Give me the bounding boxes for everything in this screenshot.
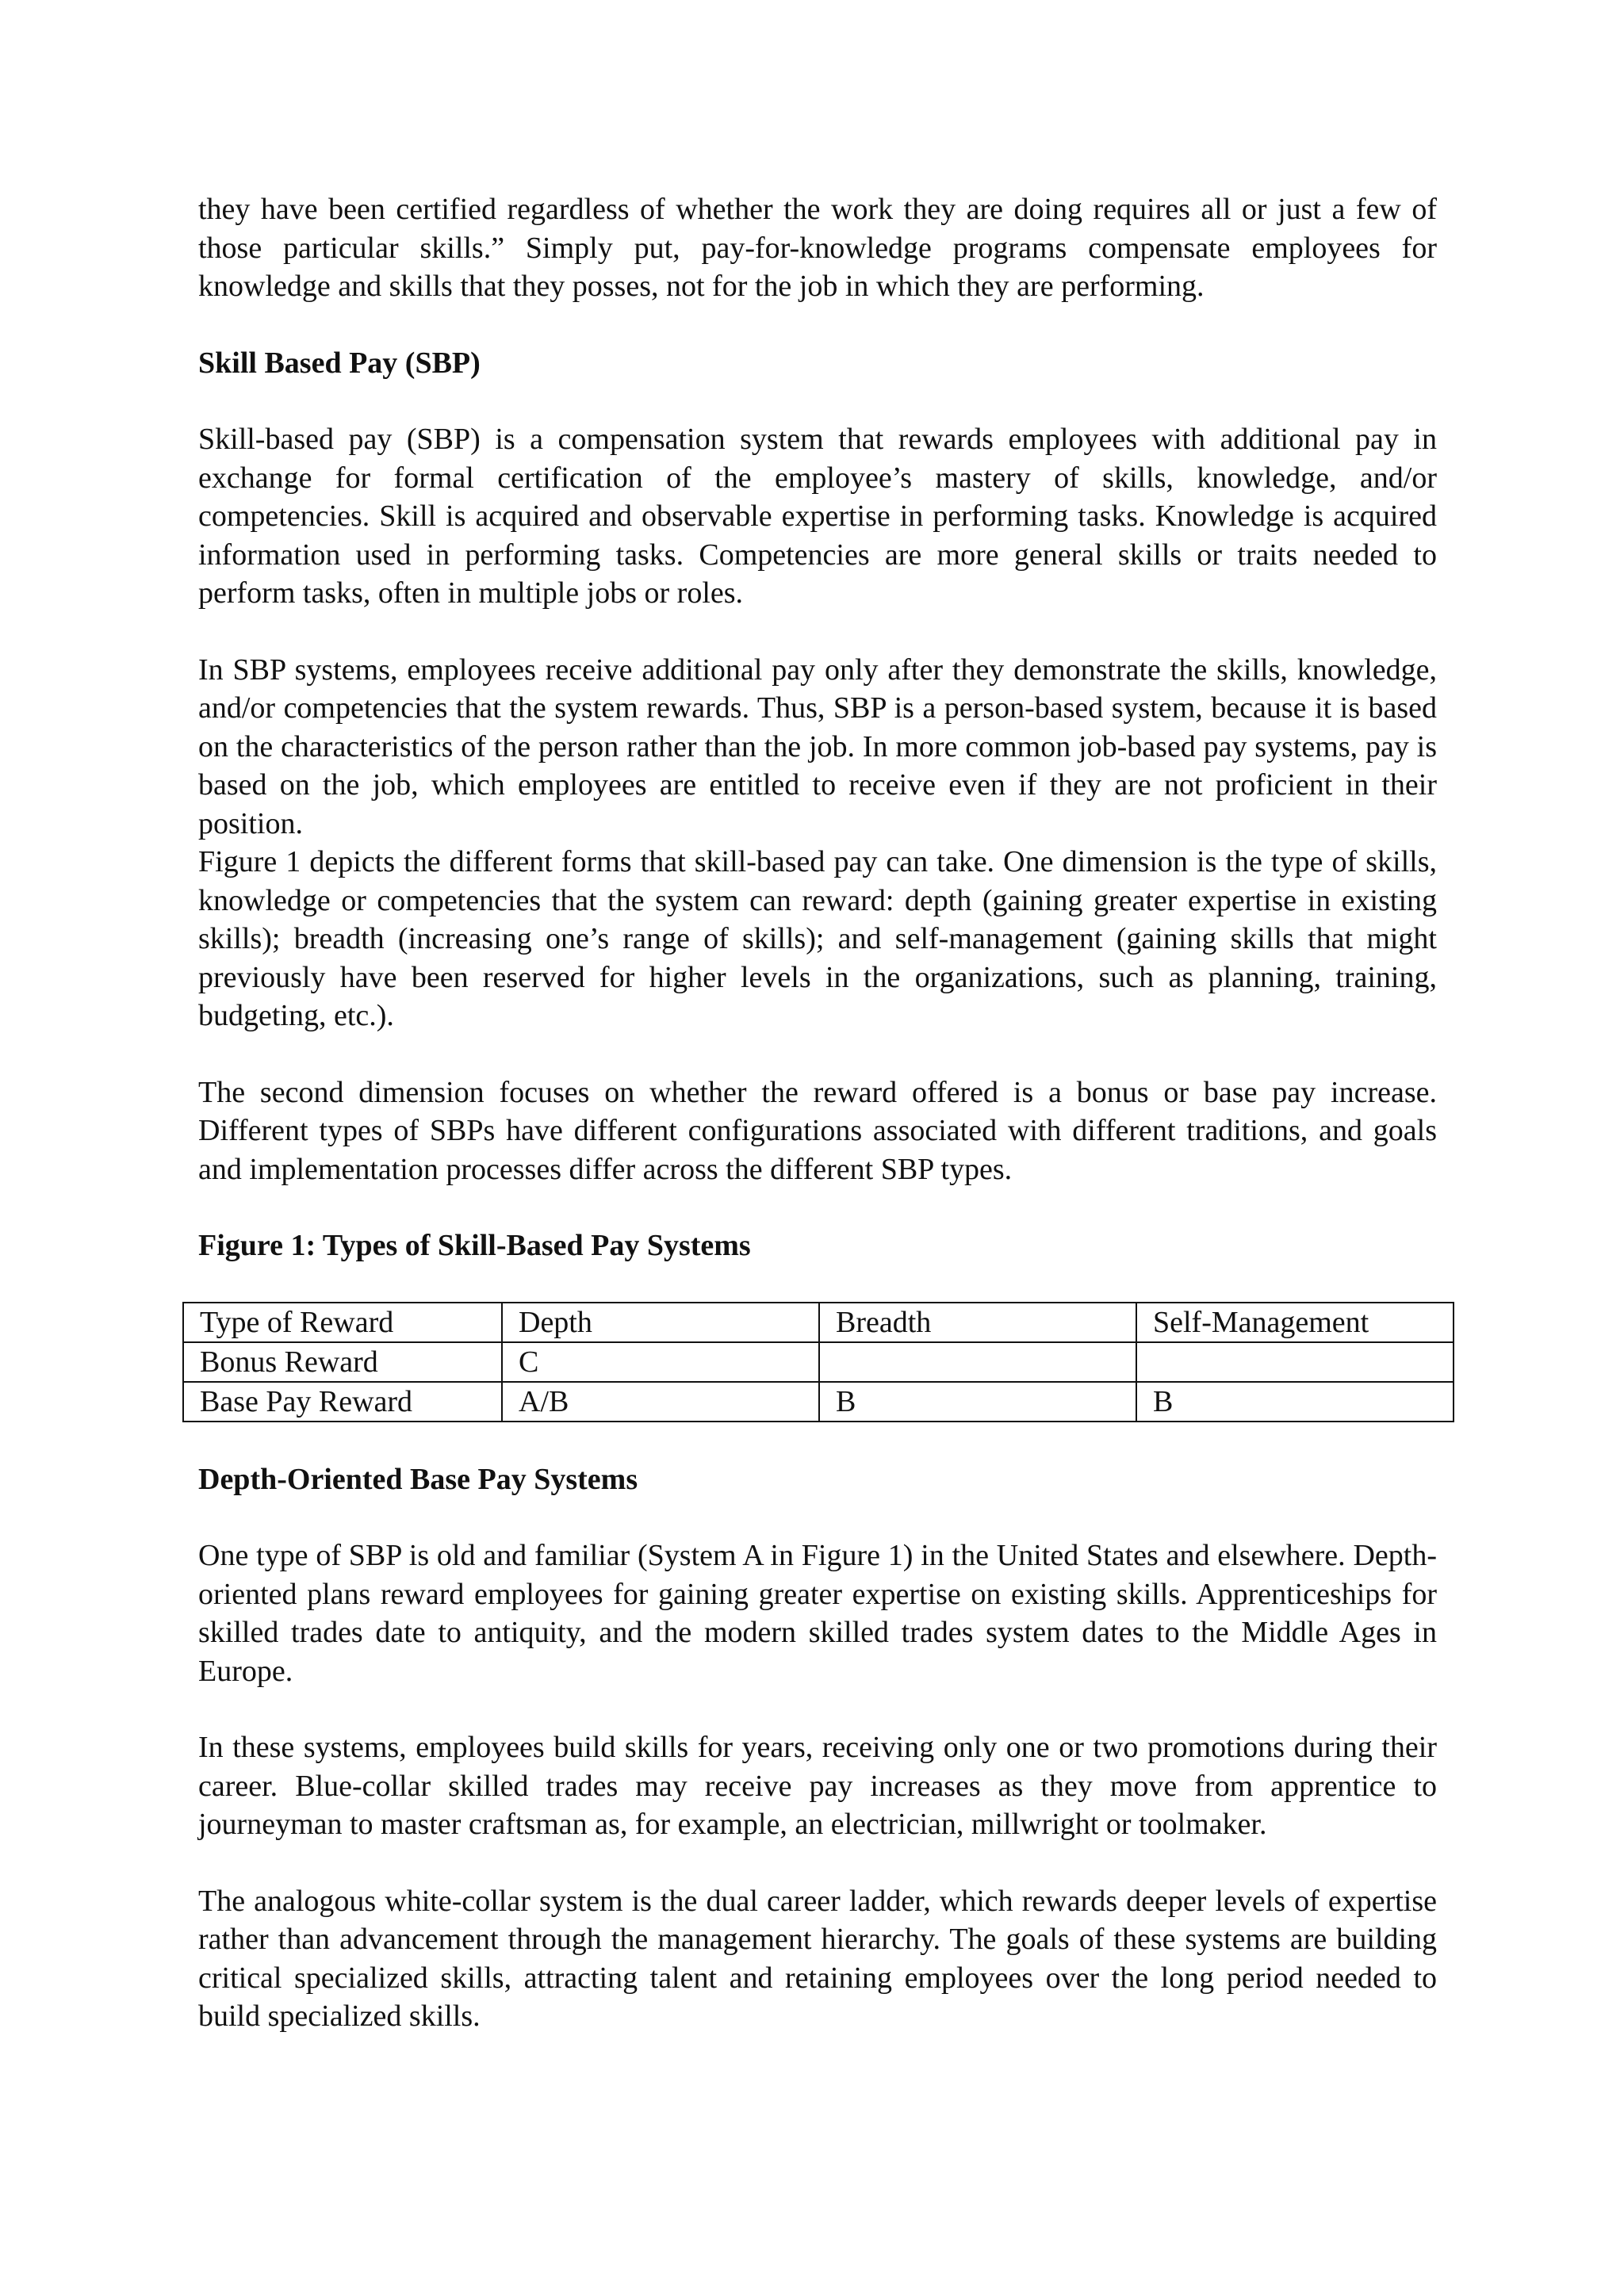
table-cell: B — [1136, 1382, 1454, 1422]
skill-based-pay-table — [182, 1302, 1454, 1422]
section-heading-depth: Depth-Oriented Base Pay Systems — [198, 1462, 638, 1496]
figure-caption: Figure 1: Types of Skill-Based Pay Systems — [198, 1229, 751, 1262]
table-row — [183, 1342, 1454, 1382]
table-cell — [1136, 1342, 1454, 1382]
sbp-paragraph-4: The second dimension focuses on whether the reward offered is a bonus or base pay increase. Different types of SBPs have different configurations associated with different traditions, and goals and implementation processes differ across the different SBP types. — [198, 1075, 1437, 1186]
table-header-cell: Breadth — [819, 1303, 1136, 1342]
table-cell: Bonus Reward — [183, 1342, 502, 1382]
document-page — [198, 190, 1437, 2036]
table-header-row — [183, 1303, 1454, 1342]
table-cell: Base Pay Reward — [183, 1382, 502, 1422]
intro-paragraph: they have been certified regardless of whether the work they are doing requires all or just a few of those particular skills.” Simply put, pay-for-knowledge programs compensate employees for knowledge and skills that they posses, not for the job in which they are performing. — [198, 193, 1437, 303]
section-heading-sbp: Skill Based Pay (SBP) — [198, 346, 481, 380]
table-header-cell: Type of Reward — [183, 1303, 502, 1342]
table-cell — [819, 1342, 1136, 1382]
table-cell: B — [819, 1382, 1136, 1422]
table-row — [183, 1382, 1454, 1422]
table-cell: A/B — [502, 1382, 819, 1422]
table-header-cell: Depth — [502, 1303, 819, 1342]
depth-paragraph-2: In these systems, employees build skills for years, receiving only one or two promotions during their career. Blue-collar skilled trades may receive pay increases as they move from apprentice to journeyman to master craftsman as, for example, an electrician, millwright or toolmaker. — [198, 1731, 1437, 1841]
table-cell: C — [502, 1342, 819, 1382]
sbp-paragraph-1: Skill-based pay (SBP) is a compensation system that rewards employees with additional pay in exchange for formal certification of the employee’s mastery of skills, knowledge, and/or competencies. Skill is acquired and observable expertise in performing tasks. Knowledge is acquired information used in performing tasks. Competencies are more general skills or traits needed to perform tasks, often in multiple jobs or roles. — [198, 423, 1437, 610]
sbp-paragraph-2: In SBP systems, employees receive additional pay only after they demonstrate the skills, knowledge, and/or competencies that the system rewards. Thus, SBP is a person-based system, because it is based on the characteristics of the person rather than the job. In more common job-based pay systems, pay is based on the job, which employees are entitled to receive even if they are not proficient in their position. — [198, 652, 1437, 840]
sbp-paragraph-3: Figure 1 depicts the different forms that skill-based pay can take. One dimension is the type of skills, knowledge or competencies that the system can reward: depth (gaining greater expertise in existing skills); breadth (increasing one’s range of skills); and self-management (gaining skills that might previously have been reserved for higher levels in the organizations, such as planning, training, budgeting, etc.). — [198, 845, 1437, 1032]
depth-paragraph-3: The analogous white-collar system is the dual career ladder, which rewards deeper levels of expertise rather than advancement through the management hierarchy. The goals of these systems are building critical specialized skills, attracting talent and retaining employees over the long period needed to build specialized skills. — [198, 1884, 1437, 2033]
table-header-cell: Self-Management — [1136, 1303, 1454, 1342]
depth-paragraph-1: One type of SBP is old and familiar (System A in Figure 1) in the United States and elsewhere. Depth-oriented plans reward employees for gaining greater expertise on existing skills. Apprenticeships for skilled trades date to antiquity, and the modern skilled trades system dates to the Middle Ages in Europe. — [198, 1539, 1437, 1688]
